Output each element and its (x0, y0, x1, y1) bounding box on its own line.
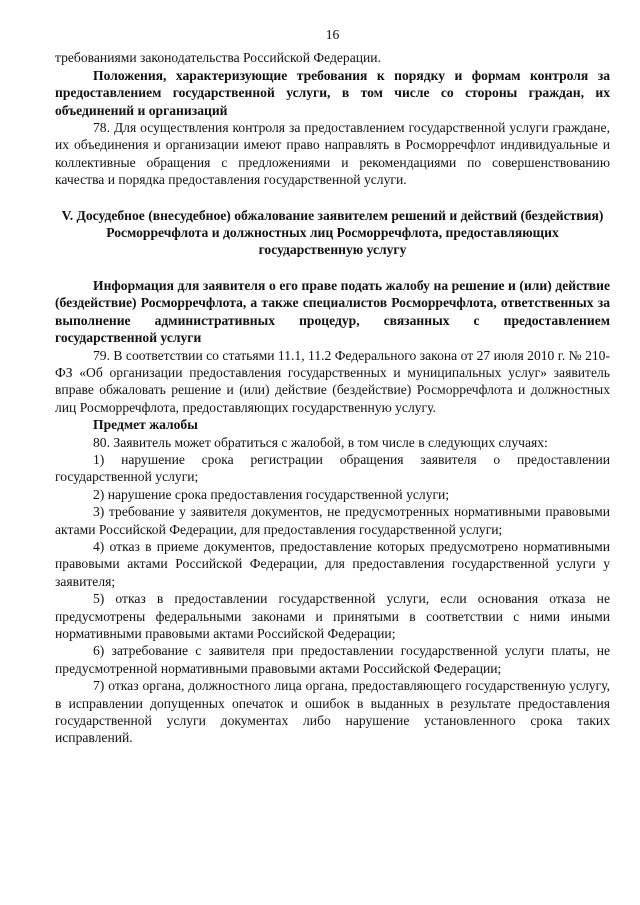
paragraph-80: 80. Заявитель может обратиться с жалобой, в том числе в следующих случаях: (93, 434, 548, 450)
heading-info: Информация для заявителя о его праве подать жалобу на решение и (или) действие (бездействие) Росморречфлота, а также специалистов Росморречфлота, ответственных за выполнение административных процедур, связанных с предоставлением государственной услуги (55, 277, 610, 346)
paragraph-79: 79. В соответствии со статьями 11.1, 11.2 Федерального закона от 27 июля 2010 г. № 210-ФЗ «Об организации предоставления государственных и муниципальных услуг» заявитель вправе обжаловать решение и (или) действие (бездействие) Росморречфлота и должностных лиц Росморречфлота, предоставляющих государственную услугу. (55, 347, 610, 415)
heading-control: Положения, характеризующие требования к порядку и формам контроля за предоставлением государственной услуги, в том числе со стороны граждан, их объединений и организаций (55, 67, 610, 118)
paragraph-78: 78. Для осуществления контроля за предоставлением государственной услуги граждане, их объединения и организации имеют право направлять в Росморречфлот индивидуальные и коллективные обращения с предложениями и рекомендациями по совершенствованию качества и порядка предоставления государственной услуги. (55, 120, 610, 188)
list-item-5: 5) отказ в предоставлении государственной услуги, если основания отказа не предусмотрены федеральными законами и принятыми в соответствии с ними иными нормативными правовыми актами Российской Федерации; (55, 591, 610, 641)
list-item-2: 2) нарушение срока предоставления государственной услуги; (93, 486, 450, 502)
document-page (55, 26, 610, 747)
list-item-1: 1) нарушение срока регистрации обращения заявителя о предоставлении государственной услуги; (55, 451, 610, 485)
page-number: 16 (325, 27, 340, 42)
heading-subject: Предмет жалобы (93, 417, 198, 433)
list-item-3: 3) требование у заявителя документов, не предусмотренных нормативными правовыми актами Российской Федерации, для предоставления государственной услуги; (55, 504, 610, 537)
list-item-4: 4) отказ в приеме документов, предоставление которых предусмотрено нормативными правовыми актами Российской Федерации, для предоставления государственной услуги у заявителя; (55, 538, 610, 589)
section-v-title: V. Досудебное (внесудебное) обжалование заявителем решений и действий (бездействия) Росморречфлота и должностных лиц Росморречфлота, предоставляющих государственную услугу (61, 207, 604, 258)
list-item-6: 6) затребование с заявителя при предоставлении государственной услуги платы, не предусмотренной нормативными правовыми актами Российской Федерации; (55, 643, 610, 676)
list-item-7: 7) отказ органа, должностного лица органа, предоставляющего государственную услугу, в исправлении допущенных опечаток и ошибок в выданных в результате предоставления государственной услуги документах либо нарушение установленного срока таких исправлений. (55, 678, 610, 746)
intro-line: требованиями законодательства Российской Федерации. (55, 50, 381, 66)
